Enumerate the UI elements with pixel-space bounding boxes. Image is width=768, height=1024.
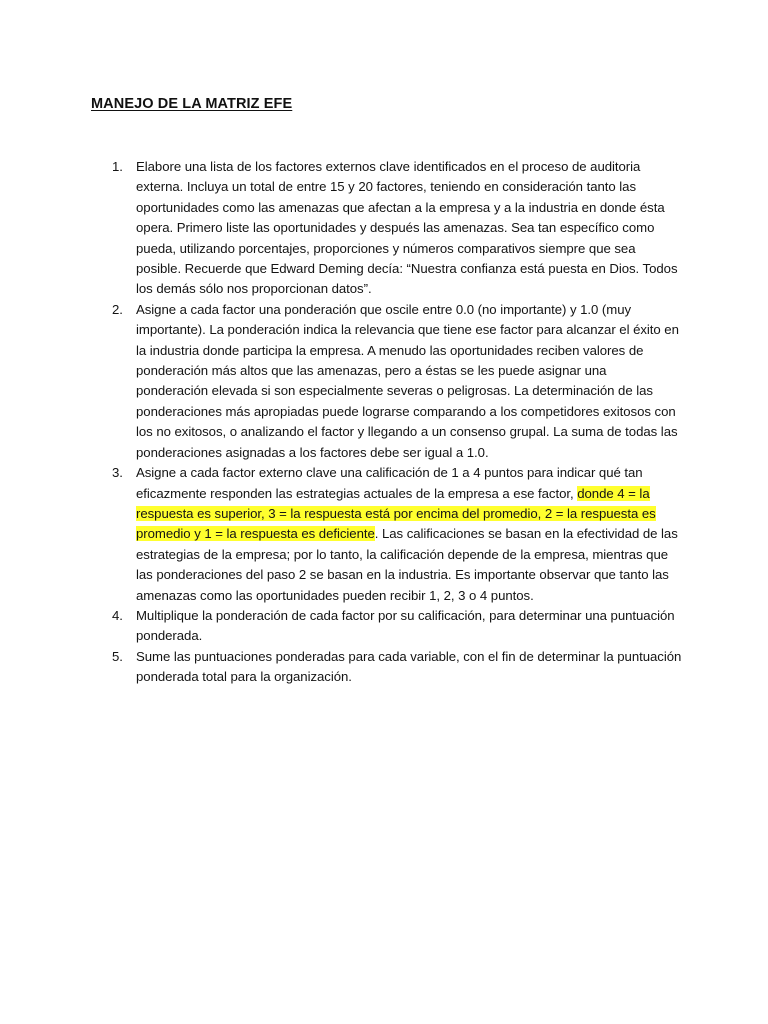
list-item-5 (112, 647, 682, 688)
list-item-4 (112, 606, 682, 647)
list-item-3 (112, 463, 682, 606)
highlighted-rating-scale: donde 4 = la respuesta es superior, 3 = la respuesta está por encima del promedio, 2 = la respuesta es promedio y 1 = la respuesta es deficiente (136, 485, 656, 542)
instruction-list (112, 157, 682, 688)
list-item-text: Multiplique la ponderación de cada factor por su calificación, para determinar una puntuación ponderada. (136, 607, 675, 644)
list-item-number: 5. (112, 648, 123, 664)
list-item-text: Sume las puntuaciones ponderadas para cada variable, con el fin de determinar la puntuación ponderada total para la organización. (136, 648, 682, 685)
document-title: MANEJO DE LA MATRIZ EFE (91, 96, 293, 112)
list-item-2 (112, 300, 682, 463)
list-item-text: Asigne a cada factor una ponderación que oscile entre 0.0 (no importante) y 1.0 (muy importante). La ponderación indica la relevancia que tiene ese factor para alcanzar el éxito en la industria donde participa la empresa. A menudo las oportunidades reciben valores de ponderación más altos que las amenazas, pero a éstas se les puede asignar una ponderación elevada si son especialmente severas o peligrosas. La determinación de las ponderaciones más apropiadas puede lograrse comparando a los competidores exitosos con los no exitosos, o analizando el factor y llegando a un consenso grupal. La suma de todas las ponderaciones asignadas a los factores debe ser igual a 1.0. (136, 301, 679, 460)
list-item-text-before: Asigne a cada factor externo clave una calificación de 1 a 4 puntos para indicar qué tan eficazmente responden las estrategias actuales de la empresa a ese factor, (136, 465, 643, 501)
list-item-text: Elabore una lista de los factores externos clave identificados en el proceso de auditoria externa. Incluya un total de entre 15 y 20 factores, teniendo en consideración tanto las oportunidades como las amenazas que afectan a la empresa y a la industria en donde ésta opera. Primero liste las oportunidades y después las amenazas. Sea tan específico como pueda, utilizando porcentajes, proporciones y números comparativos siempre que sea posible. Recuerde que Edward Deming decía: “Nuestra confianza está puesta en Dios. Todos los demás sólo nos proporcionan datos”. (136, 159, 678, 297)
list-item-1 (112, 157, 682, 300)
list-item-number: 3. (112, 465, 123, 481)
list-item-number: 1. (112, 159, 123, 174)
list-item-text-after: . Las calificaciones se basan en la efectividad de las estrategias de la empresa; por lo tanto, la calificación depende de la empresa, mientras que las ponderaciones del paso 2 se basan en la industria. Es importante observar que tanto las amenazas como las oportunidades pueden recibir 1, 2, 3 o 4 puntos. (136, 526, 678, 603)
list-item-number: 4. (112, 607, 123, 623)
list-item-number: 2. (112, 301, 123, 317)
